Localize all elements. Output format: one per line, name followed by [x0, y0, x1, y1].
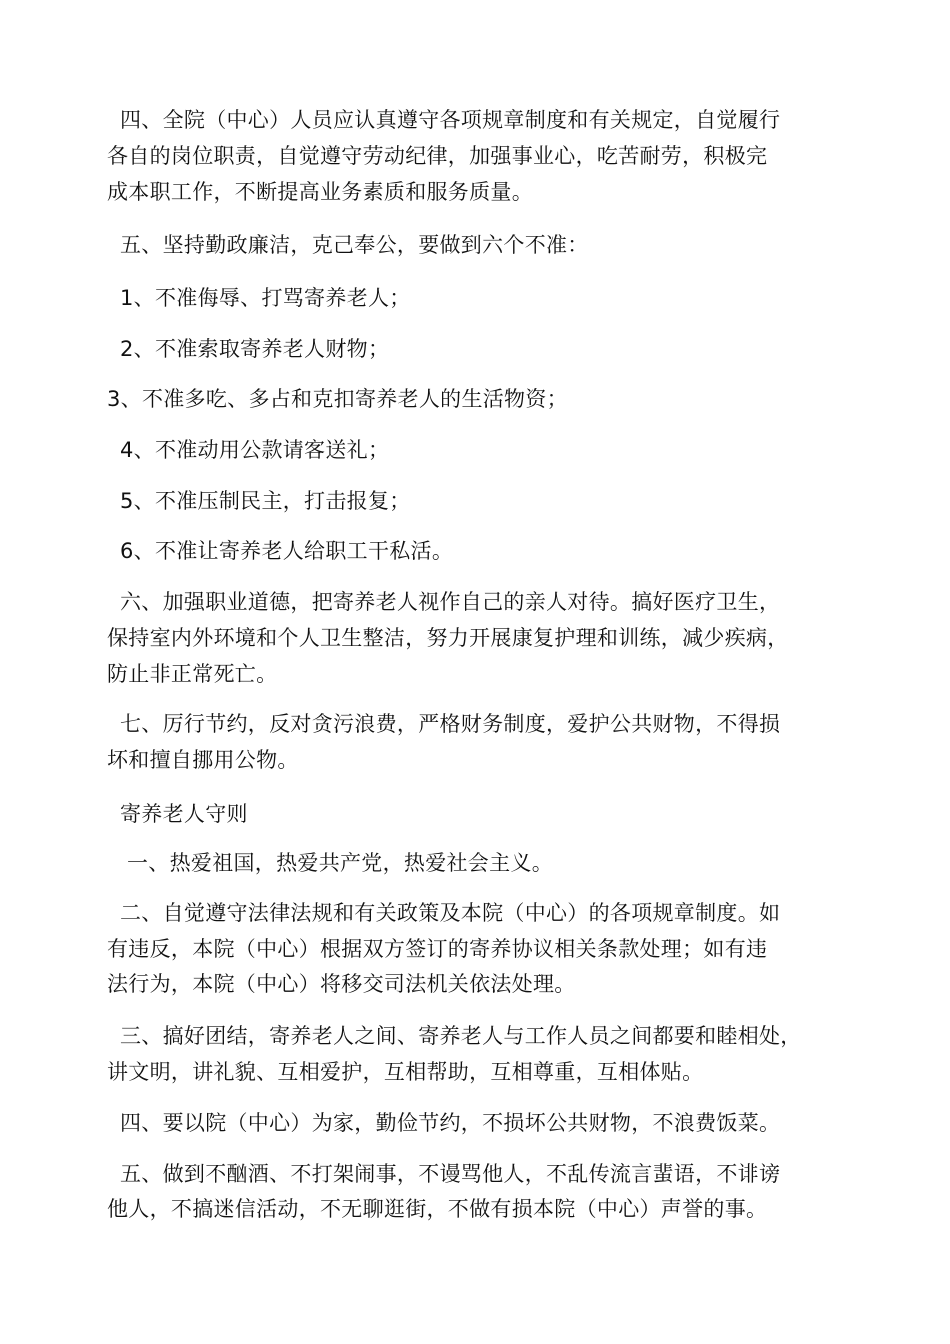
- elder-rule-3-line-2: 讲文明，讲礼貌、互相爱护，互相帮助，互相尊重，互相体贴。: [107, 1060, 704, 1084]
- elder-rule-5-line-1: 五、做到不酗酒、不打架闹事，不谩骂他人，不乱传流言蜚语，不诽谤: [120, 1162, 781, 1186]
- rule-5-item-5: 5、不准压制民主，打击报复；: [120, 489, 411, 513]
- elder-rule-3-line-1: 三、搞好团结，寄养老人之间、寄养老人与工作人员之间都要和睦相处，: [120, 1024, 802, 1048]
- rule-7-line-2: 坏和擅自挪用公物。: [107, 748, 299, 772]
- rule-4-line-1: 四、全院（中心）人员应认真遵守各项规章制度和有关规定，自觉履行: [120, 108, 781, 132]
- elder-rule-2-line-3: 法行为，本院（中心）将移交司法机关依法处理。: [107, 972, 576, 996]
- elder-rule-2-line-2: 有违反，本院（中心）根据双方签订的寄养协议相关条款处理；如有违: [107, 937, 768, 961]
- rule-6-line-1: 六、加强职业道德，把寄养老人视作自己的亲人对待。搞好医疗卫生，: [120, 590, 781, 614]
- rule-6-line-2: 保持室内外环境和个人卫生整洁，努力开展康复护理和训练，减少疾病，: [107, 626, 789, 650]
- section-title-elders: 寄养老人守则: [120, 802, 248, 826]
- rule-5-item-4: 4、不准动用公款请客送礼；: [120, 438, 390, 462]
- elder-rule-4-line-1: 四、要以院（中心）为家，勤俭节约，不损坏公共财物，不浪费饭菜。: [120, 1111, 781, 1135]
- rule-5-item-2: 2、不准索取寄养老人财物；: [120, 337, 390, 361]
- rule-4-line-3: 成本职工作，不断提高业务素质和服务质量。: [107, 180, 533, 204]
- elder-rule-1-line-1: 一、热爱祖国，热爱共产党，热爱社会主义。: [127, 851, 553, 875]
- elder-rule-5-line-2: 他人，不搞迷信活动，不无聊逛街，不做有损本院（中心）声誉的事。: [107, 1197, 768, 1221]
- elder-rule-2-line-1: 二、自觉遵守法律法规和有关政策及本院（中心）的各项规章制度。如: [120, 901, 781, 925]
- rule-6-line-3: 防止非正常死亡。: [107, 662, 278, 686]
- rule-4-line-2: 各自的岗位职责，自觉遵守劳动纪律，加强事业心，吃苦耐劳，积极完: [107, 144, 768, 168]
- rule-5-item-3: 3、不准多吃、多占和克扣寄养老人的生活物资；: [107, 387, 568, 411]
- rule-5-item-1: 1、不准侮辱、打骂寄养老人；: [120, 286, 411, 310]
- rule-5-line-1: 五、坚持勤政廉洁，克己奉公，要做到六个不准：: [120, 233, 589, 257]
- rule-7-line-1: 七、厉行节约，反对贪污浪费，严格财务制度，爱护公共财物，不得损: [120, 712, 781, 736]
- rule-5-item-6: 6、不准让寄养老人给职工干私活。: [120, 539, 454, 563]
